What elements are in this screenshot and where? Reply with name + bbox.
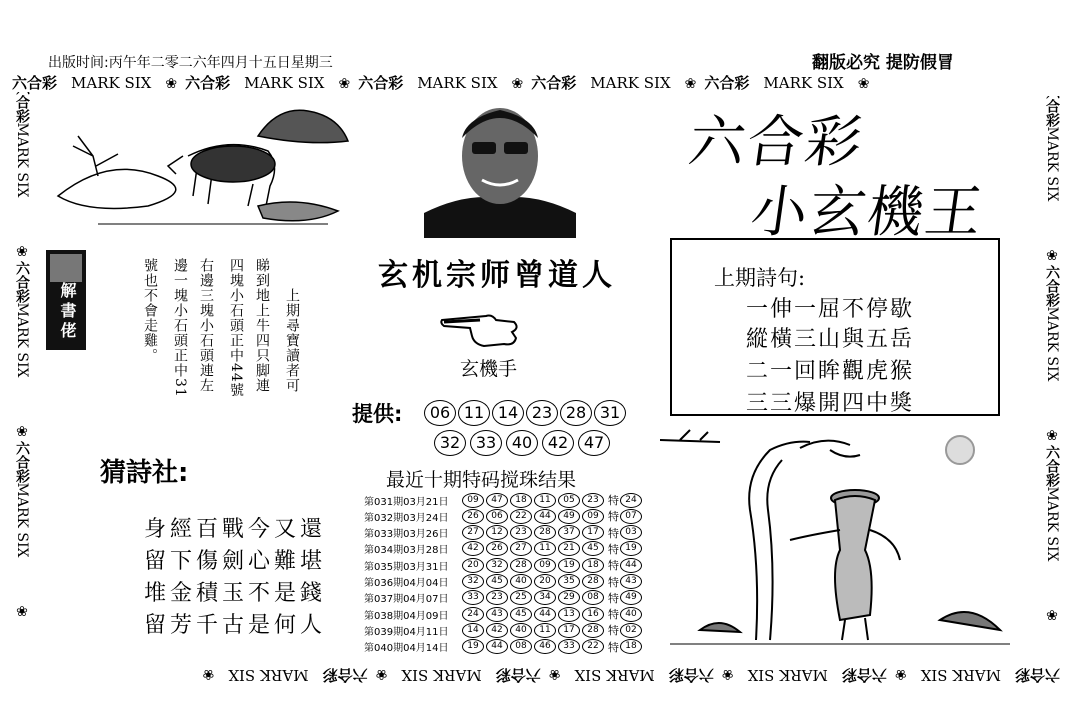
title-line1: 六合彩 <box>684 110 868 175</box>
result-number: 08 <box>510 639 532 654</box>
border-right <box>1034 96 1074 661</box>
special-label: 特 <box>608 510 619 524</box>
border-brand: 六合彩 <box>1044 445 1060 487</box>
border-mark: MARK SIX <box>417 74 498 92</box>
sage-tree-illustration <box>660 420 1020 650</box>
flower-ornament-icon: ❀ <box>165 76 178 92</box>
special-number: 03 <box>620 525 642 540</box>
poem-line: 縱橫三山與五岳 <box>746 327 915 352</box>
result-number: 23 <box>486 590 508 605</box>
explainer-column: 四塊小石頭正中44號 <box>228 258 244 398</box>
result-period: 第038期04月09日 <box>364 610 449 622</box>
number-ball: 40 <box>506 430 538 456</box>
result-row <box>364 606 644 622</box>
border-mark: MARK SIX <box>401 666 482 684</box>
result-number: 26 <box>462 509 484 524</box>
result-number: 40 <box>510 623 532 638</box>
result-number: 11 <box>534 493 556 508</box>
result-number: 24 <box>462 607 484 622</box>
result-row <box>364 622 644 638</box>
result-row <box>364 541 644 557</box>
result-number: 09 <box>582 509 604 524</box>
explainer-column: 右邊三塊小石頭連左 <box>198 258 214 393</box>
flower-ornament-icon: ❀ <box>511 76 524 92</box>
result-number: 42 <box>486 623 508 638</box>
result-row <box>364 508 644 524</box>
number-ball: 42 <box>542 430 574 456</box>
border-bottom <box>20 660 1060 686</box>
explainer-column: 號也不會走雞。 <box>142 258 158 363</box>
result-number: 28 <box>534 525 556 540</box>
result-number: 28 <box>582 574 604 589</box>
number-ball: 47 <box>578 430 610 456</box>
result-period: 第035期03月31日 <box>364 561 449 573</box>
title-line2: 小玄機王 <box>746 180 988 245</box>
border-brand: 六合彩 <box>358 74 404 92</box>
result-period: 第037期04月07日 <box>364 594 449 606</box>
number-ball: 32 <box>434 430 466 456</box>
number-ball: 14 <box>492 400 524 426</box>
border-mark: MARK SIX <box>71 74 152 92</box>
result-number: 22 <box>510 509 532 524</box>
border-mark: MARK SIX <box>574 666 655 684</box>
result-number: 08 <box>582 590 604 605</box>
result-number: 21 <box>558 541 580 556</box>
poem-line: 三三爆開四中獎 <box>746 391 915 416</box>
result-number: 28 <box>582 623 604 638</box>
number-ball: 11 <box>458 400 490 426</box>
result-number: 19 <box>558 558 580 573</box>
border-mark: MARK SIX <box>1044 126 1060 202</box>
result-number: 37 <box>558 525 580 540</box>
explainer-column: 上期尋寶讀者可 <box>284 288 300 393</box>
special-number: 43 <box>620 574 642 589</box>
explainer-column: 睇到地上牛四只脚連 <box>254 258 270 393</box>
result-row <box>364 525 644 541</box>
result-number: 33 <box>462 590 484 605</box>
special-label: 特 <box>608 608 619 622</box>
result-number: 11 <box>534 623 556 638</box>
result-period: 第031期03月21日 <box>364 496 449 508</box>
special-number: 02 <box>620 623 642 638</box>
result-number: 47 <box>486 493 508 508</box>
result-number: 20 <box>462 558 484 573</box>
border-mark: MARK SIX <box>14 122 30 198</box>
result-number: 18 <box>582 558 604 573</box>
flower-ornament-icon: ❀ <box>1044 428 1060 444</box>
result-number: 46 <box>534 639 556 654</box>
flower-ornament-icon: ❀ <box>1044 608 1060 624</box>
number-ball: 28 <box>560 400 592 426</box>
special-label: 特 <box>608 559 619 573</box>
pointing-hand-icon <box>440 306 520 350</box>
hand-label: 玄機手 <box>460 358 518 380</box>
flower-ornament-icon: ❀ <box>1044 248 1060 264</box>
result-number: 23 <box>510 525 532 540</box>
result-number: 17 <box>558 623 580 638</box>
number-ball: 31 <box>594 400 626 426</box>
result-period: 第032期03月24日 <box>364 512 449 524</box>
special-label: 特 <box>608 526 619 540</box>
border-mark: MARK SIX <box>920 666 1001 684</box>
flower-ornament-icon: ❀ <box>14 244 30 260</box>
result-number: 22 <box>582 639 604 654</box>
verse-line: 留下傷劍心難堪 <box>144 549 327 574</box>
border-brand: 六合彩 <box>12 74 58 92</box>
border-mark: MARK SIX <box>763 74 844 92</box>
ox-landscape-illustration <box>48 96 368 236</box>
result-number: 26 <box>486 541 508 556</box>
result-period: 第033期03月26日 <box>364 529 449 541</box>
border-left <box>4 92 40 662</box>
result-number: 05 <box>558 493 580 508</box>
result-number: 23 <box>582 493 604 508</box>
flower-ornament-icon: ❀ <box>684 76 697 92</box>
border-brand: 六合彩 <box>14 261 30 303</box>
border-brand: 六合彩 <box>1044 265 1060 307</box>
result-period: 第034期03月28日 <box>364 545 449 557</box>
flower-ornament-icon: ❀ <box>894 666 907 682</box>
result-number: 12 <box>486 525 508 540</box>
poem-line: 二一回眸觀虎猴 <box>746 359 915 384</box>
result-number: 45 <box>582 541 604 556</box>
border-left-art <box>4 92 40 662</box>
border-brand: 六合彩 <box>704 74 750 92</box>
result-number: 09 <box>462 493 484 508</box>
flower-ornament-icon: ❀ <box>375 666 388 682</box>
border-mark: MARK SIX <box>1044 306 1060 382</box>
result-number: 44 <box>534 607 556 622</box>
border-mark: MARK SIX <box>244 74 325 92</box>
master-name: 玄机宗师曾道人 <box>378 258 616 293</box>
result-number: 43 <box>486 607 508 622</box>
flower-ornament-icon: ❀ <box>548 666 561 682</box>
border-mark: MARK SIX <box>747 666 828 684</box>
result-number: 27 <box>510 541 532 556</box>
flower-ornament-icon: ❀ <box>857 76 870 92</box>
border-brand: 六合彩 <box>14 441 30 483</box>
result-number: 09 <box>534 558 556 573</box>
border-mark: MARK SIX <box>228 666 309 684</box>
result-period: 第036期04月04日 <box>364 578 449 589</box>
result-number: 44 <box>486 639 508 654</box>
border-top <box>12 72 1052 94</box>
explainer-label: 解書佬 <box>58 282 77 342</box>
border-mark: MARK SIX <box>1044 486 1060 562</box>
result-number: 19 <box>462 639 484 654</box>
special-number: 24 <box>620 493 642 508</box>
special-number: 18 <box>620 639 642 654</box>
special-number: 19 <box>620 541 642 556</box>
result-number: 18 <box>510 493 532 508</box>
result-number: 45 <box>486 574 508 589</box>
result-number: 45 <box>510 607 532 622</box>
flower-ornament-icon: ❀ <box>721 666 734 682</box>
result-number: 16 <box>582 607 604 622</box>
result-number: 11 <box>534 541 556 556</box>
result-row <box>364 492 644 508</box>
border-brand: 六合彩 <box>495 666 541 684</box>
border-right-art <box>1034 96 1074 661</box>
border-mark: MARK SIX <box>590 74 671 92</box>
result-number: 20 <box>534 574 556 589</box>
publish-date: 出版时间:丙午年二零二六年四月十五日星期三 <box>48 55 333 71</box>
special-number: 40 <box>620 607 642 622</box>
result-number: 40 <box>510 574 532 589</box>
border-mark: MARK SIX <box>14 482 30 558</box>
number-ball: 23 <box>526 400 558 426</box>
recent-results-heading: 最近十期特码搅珠结果 <box>386 469 577 491</box>
result-number: 13 <box>558 607 580 622</box>
result-number: 44 <box>534 509 556 524</box>
special-number: 44 <box>620 558 642 573</box>
result-number: 49 <box>558 509 580 524</box>
border-brand: 六合彩 <box>322 666 368 684</box>
special-label: 特 <box>608 575 619 589</box>
result-row <box>364 590 644 606</box>
poem-line: 一伸一屈不停歇 <box>746 297 915 322</box>
special-label: 特 <box>608 591 619 605</box>
result-number: 33 <box>558 639 580 654</box>
result-number: 32 <box>486 558 508 573</box>
result-period: 第039期04月11日 <box>364 626 449 638</box>
number-ball: 33 <box>470 430 502 456</box>
border-brand: 六合彩 <box>531 74 577 92</box>
result-row <box>364 574 644 590</box>
result-number: 32 <box>462 574 484 589</box>
number-ball: 06 <box>424 400 456 426</box>
verse-line: 身經百戰今又還 <box>144 517 327 542</box>
last-poem-heading: 上期詩句: <box>714 266 806 290</box>
border-brand: 六合彩 <box>668 666 714 684</box>
master-portrait <box>424 98 576 238</box>
border-brand: 六合彩 <box>14 92 30 123</box>
border-brand: 六合彩 <box>841 666 887 684</box>
flower-ornament-icon: ❀ <box>202 666 215 682</box>
result-period: 第040期04月14日 <box>364 643 449 655</box>
result-number: 17 <box>582 525 604 540</box>
result-number: 29 <box>558 590 580 605</box>
anti-counterfeit-warning: 翻版必究 提防假冒 <box>812 53 954 73</box>
result-number: 34 <box>534 590 556 605</box>
border-mark: MARK SIX <box>14 302 30 378</box>
special-label: 特 <box>608 640 619 654</box>
special-label: 特 <box>608 542 619 556</box>
special-label: 特 <box>608 494 619 507</box>
flower-ornament-icon: ❀ <box>338 76 351 92</box>
verse-line: 堆金積玉不是錢 <box>144 581 327 606</box>
flower-ornament-icon: ❀ <box>14 604 30 620</box>
result-number: 14 <box>462 623 484 638</box>
border-brand: 六合彩 <box>185 74 231 92</box>
result-number: 06 <box>486 509 508 524</box>
result-row <box>364 639 644 655</box>
special-label: 特 <box>608 624 619 638</box>
provided-label: 提供: <box>352 402 403 426</box>
explainer-column: 邊一塊小石頭正中31 <box>172 258 188 398</box>
border-brand: 六合彩 <box>1044 96 1060 127</box>
result-number: 42 <box>462 541 484 556</box>
verse-line: 留芳千古是何人 <box>144 613 327 638</box>
special-number: 07 <box>620 509 642 524</box>
result-row <box>364 557 644 573</box>
flower-ornament-icon: ❀ <box>14 424 30 440</box>
result-number: 28 <box>510 558 532 573</box>
result-number: 35 <box>558 574 580 589</box>
special-number: 49 <box>620 590 642 605</box>
border-brand: 六合彩 <box>1014 666 1060 684</box>
result-number: 25 <box>510 590 532 605</box>
result-number: 27 <box>462 525 484 540</box>
guess-club-heading: 猜詩社: <box>100 458 189 488</box>
